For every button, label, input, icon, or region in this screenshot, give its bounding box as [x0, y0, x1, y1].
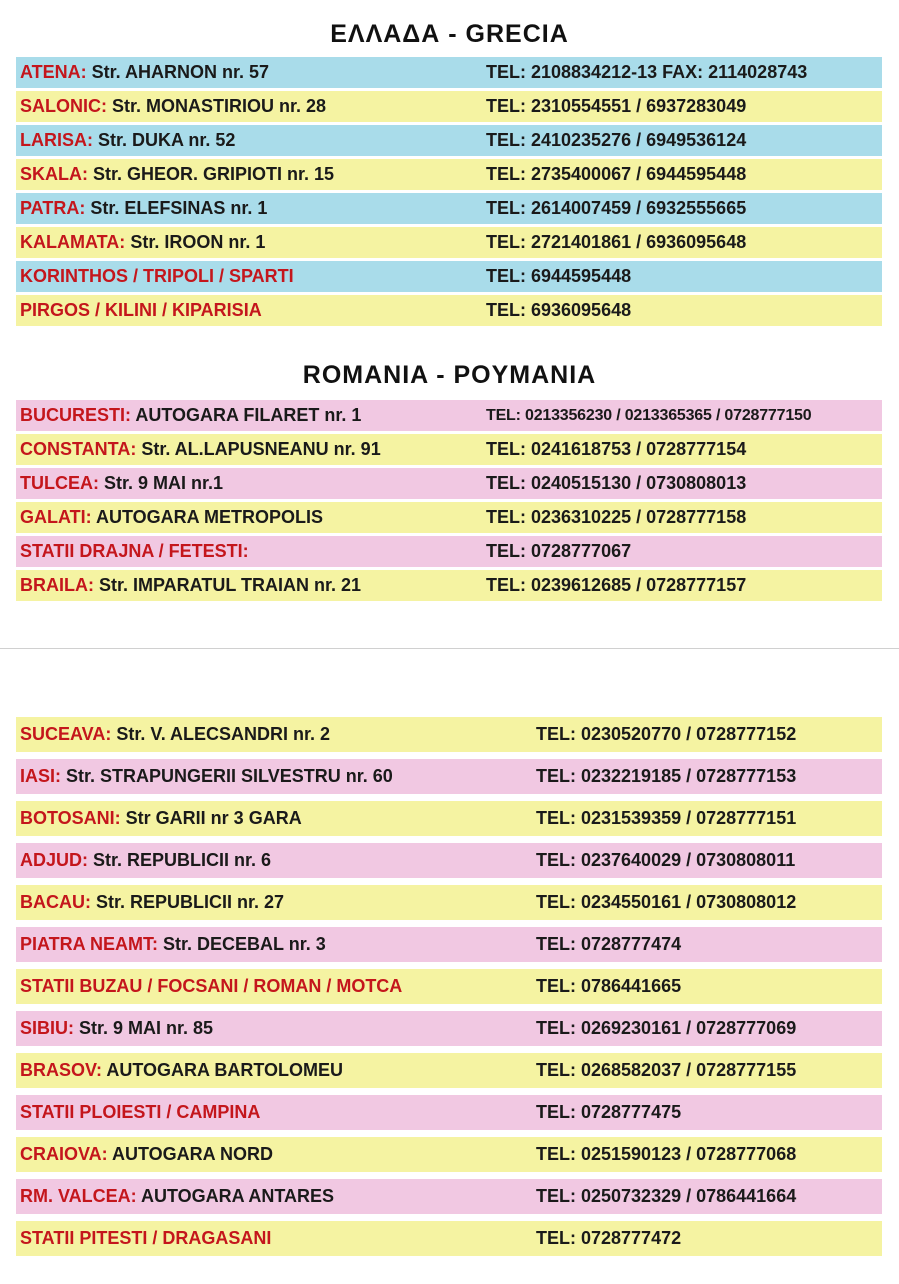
office-row	[16, 570, 882, 601]
office-row	[16, 1095, 882, 1130]
office-row	[16, 1053, 882, 1088]
office-location	[20, 125, 235, 156]
office-address: Str. STRAPUNGERII SILVESTRU nr. 60	[61, 766, 393, 786]
office-address: AUTOGARA ANTARES	[136, 1186, 335, 1206]
phone-number: TEL: 6936095648	[486, 300, 632, 320]
office-address: Str. V. ALECSANDRI nr. 2	[111, 724, 331, 744]
office-address: Str. 9 MAI nr. 85	[74, 1018, 214, 1038]
phone-number: TEL: 6944595448	[486, 266, 632, 286]
greece-title: ΕΛΛΑΔΑ - GRECIA	[330, 20, 569, 48]
office-address: Str. 9 MAI nr.1	[99, 473, 224, 493]
office-location	[20, 468, 223, 499]
city-name: STATII PLOIESTI / CAMPINA	[20, 1102, 261, 1122]
phone-number: TEL: 0231539359 / 0728777151	[536, 808, 797, 828]
phone-number: TEL: 0230520770 / 0728777152	[536, 724, 797, 744]
phone-number: TEL: 0728777475	[536, 1102, 682, 1122]
office-location	[20, 1053, 343, 1088]
office-location	[20, 570, 361, 601]
office-address: Str GARII nr 3 GARA	[120, 808, 302, 828]
city-name: RM. VALCEA:	[20, 1186, 137, 1206]
office-row	[16, 193, 882, 224]
office-location	[20, 1011, 213, 1046]
city-name: KORINTHOS / TRIPOLI / SPARTI	[20, 266, 294, 286]
city-name: SALONIC:	[20, 96, 107, 116]
phone-number: TEL: 2721401861 / 6936095648	[486, 232, 747, 252]
office-row	[16, 57, 882, 88]
office-location	[20, 801, 302, 836]
office-row	[16, 400, 882, 431]
phone-number: TEL: 0236310225 / 0728777158	[486, 507, 747, 527]
city-name: BOTOSANI:	[20, 808, 121, 828]
office-address: Str. DUKA nr. 52	[93, 130, 236, 150]
office-address: Str. IROON nr. 1	[125, 232, 266, 252]
city-name: CONSTANTA:	[20, 439, 137, 459]
city-name: PIRGOS / KILINI / KIPARISIA	[20, 300, 262, 320]
phone-number: TEL: 2310554551 / 6937283049	[486, 96, 747, 116]
phone-number: TEL: 0268582037 / 0728777155	[536, 1060, 797, 1080]
office-location	[20, 91, 326, 122]
office-address: Str. MONASTIRIOU nr. 28	[107, 96, 327, 116]
city-name: GALATI:	[20, 507, 92, 527]
city-name: BRAILA:	[20, 575, 94, 595]
city-name: BRASOV:	[20, 1060, 103, 1080]
city-name: PATRA:	[20, 198, 86, 218]
phone-number: TEL: 0234550161 / 0730808012	[536, 892, 797, 912]
office-location	[20, 193, 267, 224]
office-location	[20, 536, 249, 567]
office-row	[16, 91, 882, 122]
city-name: SUCEAVA:	[20, 724, 112, 744]
office-row	[16, 295, 882, 326]
city-name: BACAU:	[20, 892, 91, 912]
office-row	[16, 1137, 882, 1172]
office-location	[20, 502, 323, 533]
office-row	[16, 759, 882, 794]
office-address: AUTOGARA FILARET nr. 1	[131, 405, 362, 425]
office-location	[20, 400, 361, 431]
city-name: LARISA:	[20, 130, 93, 150]
city-name: STATII PITESTI / DRAGASANI	[20, 1228, 272, 1248]
city-name: STATII DRAJNA / FETESTI:	[20, 541, 249, 561]
office-address: AUTOGARA METROPOLIS	[91, 507, 323, 527]
office-address: Str. AHARNON nr. 57	[86, 62, 270, 82]
office-location	[20, 261, 294, 292]
office-location	[20, 295, 262, 326]
phone-number: TEL: 2735400067 / 6944595448	[486, 164, 747, 184]
office-row	[16, 801, 882, 836]
romania-office-list-continued	[16, 717, 882, 1263]
office-address: Str. AL.LAPUSNEANU nr. 91	[136, 439, 381, 459]
phone-number: TEL: 2410235276 / 6949536124	[486, 130, 747, 150]
phone-number: TEL: 2108834212-13 FAX: 2114028743	[486, 62, 808, 82]
office-address: Str. ELEFSINAS nr. 1	[85, 198, 268, 218]
office-location	[20, 759, 393, 794]
office-row	[16, 125, 882, 156]
city-name: ADJUD:	[20, 850, 89, 870]
office-location	[20, 434, 381, 465]
phone-number: TEL: 2614007459 / 6932555665	[486, 198, 747, 218]
office-location	[20, 717, 330, 752]
office-location	[20, 1179, 334, 1214]
office-location	[20, 57, 269, 88]
office-row	[16, 1011, 882, 1046]
city-name: ATENA:	[20, 62, 87, 82]
greece-office-list	[16, 57, 882, 329]
office-address: Str. DECEBAL nr. 3	[158, 934, 326, 954]
phone-number: TEL: 0239612685 / 0728777157	[486, 575, 747, 595]
office-location	[20, 969, 402, 1004]
page-divider	[0, 648, 899, 649]
phone-number: TEL: 0213356230 / 0213365365 / 0728777150	[486, 407, 812, 424]
office-row	[16, 536, 882, 567]
phone-number: TEL: 0250732329 / 0786441664	[536, 1186, 797, 1206]
office-location	[20, 843, 271, 878]
city-name: TULCEA:	[20, 473, 99, 493]
office-row	[16, 927, 882, 962]
phone-number: TEL: 0269230161 / 0728777069	[536, 1018, 797, 1038]
office-location	[20, 927, 326, 962]
phone-number: TEL: 0237640029 / 0730808011	[536, 850, 796, 870]
office-row	[16, 843, 882, 878]
city-name: KALAMATA:	[20, 232, 126, 252]
phone-number: TEL: 0240515130 / 0730808013	[486, 473, 747, 493]
office-row	[16, 1179, 882, 1214]
phone-number: TEL: 0728777472	[536, 1228, 682, 1248]
office-address: AUTOGARA NORD	[107, 1144, 274, 1164]
office-location	[20, 885, 284, 920]
phone-number: TEL: 0251590123 / 0728777068	[536, 1144, 797, 1164]
phone-number: TEL: 0786441665	[536, 976, 682, 996]
office-row	[16, 159, 882, 190]
phone-number: TEL: 0232219185 / 0728777153	[536, 766, 797, 786]
city-name: SIBIU:	[20, 1018, 74, 1038]
phone-number: TEL: 0728777474	[536, 934, 682, 954]
office-address: Str. GHEOR. GRIPIOTI nr. 15	[88, 164, 335, 184]
phone-number: TEL: 0241618753 / 0728777154	[486, 439, 747, 459]
office-location	[20, 1137, 273, 1172]
phone-number: TEL: 0728777067	[486, 541, 632, 561]
office-location	[20, 1095, 260, 1130]
city-name: BUCURESTI:	[20, 405, 131, 425]
office-row	[16, 502, 882, 533]
office-address: Str. IMPARATUL TRAIAN nr. 21	[94, 575, 362, 595]
romania-title: ROMANIA - POYMANIA	[302, 361, 597, 389]
office-row	[16, 717, 882, 752]
office-location	[20, 227, 265, 258]
city-name: STATII BUZAU / FOCSANI / ROMAN / MOTCA	[20, 976, 403, 996]
office-row	[16, 1221, 882, 1256]
office-row	[16, 468, 882, 499]
office-row	[16, 885, 882, 920]
city-name: SKALA:	[20, 164, 88, 184]
office-row	[16, 434, 882, 465]
city-name: CRAIOVA:	[20, 1144, 108, 1164]
office-address: Str. REPUBLICII nr. 6	[88, 850, 272, 870]
office-location	[20, 1221, 271, 1256]
office-address: Str. REPUBLICII nr. 27	[91, 892, 285, 912]
office-row	[16, 969, 882, 1004]
office-address: AUTOGARA BARTOLOMEU	[102, 1060, 344, 1080]
romania-office-list	[16, 400, 882, 604]
city-name: IASI:	[20, 766, 62, 786]
office-row	[16, 227, 882, 258]
office-row	[16, 261, 882, 292]
office-location	[20, 159, 334, 190]
city-name: PIATRA NEAMT:	[20, 934, 158, 954]
